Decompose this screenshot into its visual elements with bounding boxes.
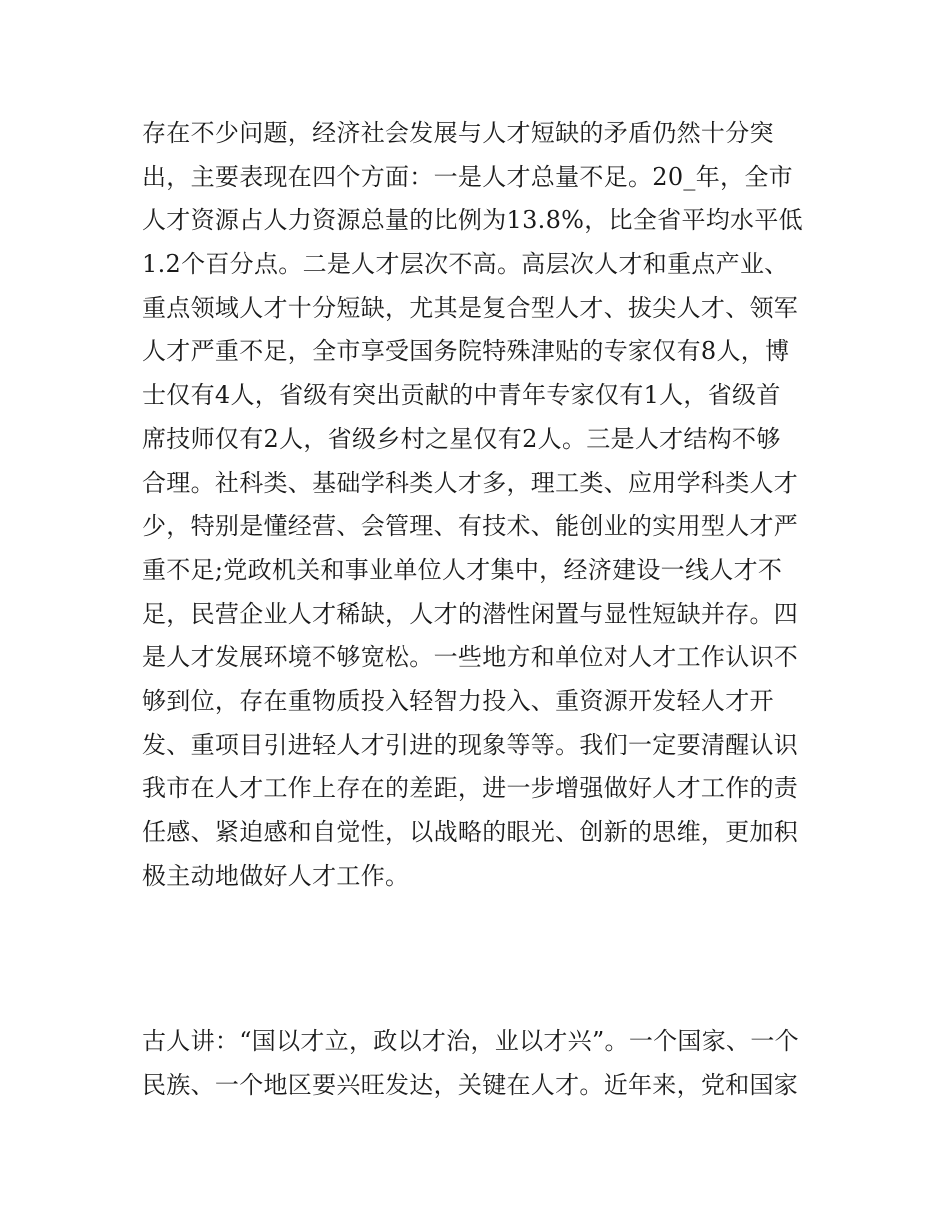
text-line: 我市在人才工作上存在的差距，进一步增强做好人才工作的责	[142, 774, 799, 803]
text-line: 民族、一个地区要兴旺发达，关键在人才。近年来，党和国家	[142, 1070, 799, 1099]
text-line: 发、重项目引进轻人才引进的现象等等。我们一定要清醒认识	[142, 730, 799, 759]
text-line: 够到位，存在重物质投入轻智力投入、重资源开发轻人才开	[142, 686, 774, 715]
text-line: 是人才发展环境不够宽松。一些地方和单位对人才工作认识不	[142, 643, 799, 672]
text-line: 席技师仅有2人，省级乡村之星仅有2人。三是人才结构不够	[142, 424, 781, 453]
text-line: 足，民营企业人才稀缺，人才的潜性闲置与显性短缺并存。四	[142, 599, 799, 628]
paragraph-ancient-saying	[142, 1020, 822, 1107]
text-line: 士仅有4人，省级有突出贡献的中青年专家仅有1人，省级首	[142, 381, 781, 410]
text-line: 少，特别是懂经营、会管理、有技术、能创业的实用型人才严	[142, 512, 799, 541]
paragraph-talent-problems	[142, 112, 822, 898]
text-line: 出，主要表现在四个方面：一是人才总量不足。20_年，全市	[142, 162, 793, 191]
text-line: 古人讲：“国以才立，政以才治，业以才兴”。一个国家、一个	[142, 1027, 799, 1055]
text-line: 任感、紧迫感和自觉性，以战略的眼光、创新的思维，更加积	[142, 818, 799, 846]
text-line: 合理。社科类、基础学科类人才多，理工类、应用学科类人才	[142, 468, 799, 497]
text-line: 人才资源占人力资源总量的比例为13.8%，比全省平均水平低	[142, 206, 803, 235]
text-line: 存在不少问题，经济社会发展与人才短缺的矛盾仍然十分突	[142, 119, 774, 147]
text-line: 极主动地做好人才工作。	[142, 861, 410, 890]
text-line: 人才严重不足，全市享受国务院特殊津贴的专家仅有8人，博	[142, 337, 790, 366]
text-line: 重不足;党政机关和事业单位人才集中，经济建设一线人才不	[142, 555, 783, 584]
text-line: 重点领域人才十分短缺，尤其是复合型人才、拔尖人才、领军	[142, 293, 799, 322]
text-line: 1.2个百分点。二是人才层次不高。高层次人才和重点产业、	[142, 250, 789, 279]
